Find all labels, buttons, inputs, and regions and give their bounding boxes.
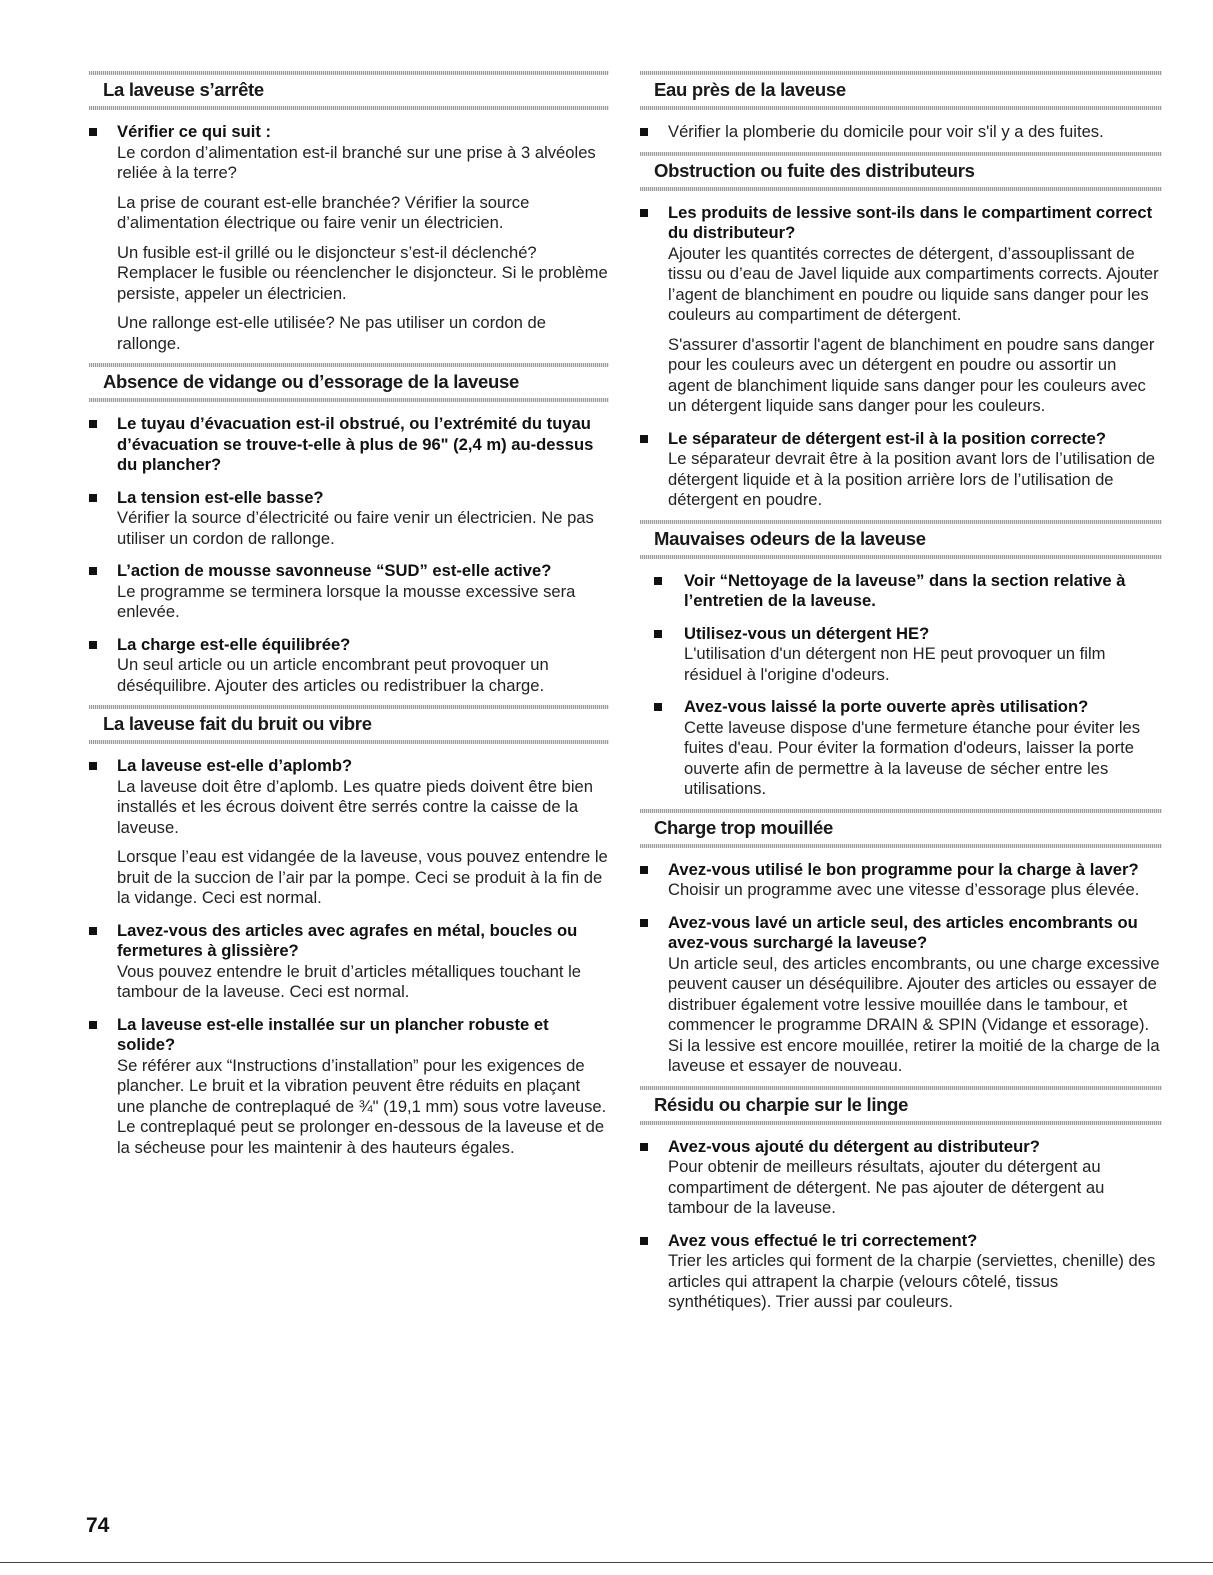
item-question: Lavez-vous des articles avec agrafes en métal, boucles ou fermetures à glissière?	[117, 920, 578, 960]
item-answer: Une rallonge est-elle utilisée? Ne pas utiliser un cordon de rallonge.	[117, 313, 546, 353]
page-number: 74	[86, 1514, 110, 1537]
square-bullet-icon	[89, 494, 97, 502]
checklist-item	[640, 697, 1162, 800]
item-question: La laveuse est-elle installée sur un plancher robuste et solide?	[117, 1014, 549, 1054]
item-answer: Se référer aux “Instructions d’installation” pour les exigences de plancher. Le bruit et la vibration peuvent être réduits en plaçant une planche de contreplaqué de ¾" (19,1 mm) sous votre laveuse. Le contreplaqué peut se prolonger en-dessous de la laveuse et de la sécheuse pour les maintenir à des hauteurs égales.	[117, 1055, 607, 1157]
troubleshooting-section	[640, 806, 1162, 1077]
square-bullet-icon	[89, 567, 97, 575]
checklist-item	[640, 122, 1162, 143]
item-question: La laveuse est-elle d’aplomb?	[117, 756, 353, 775]
item-answer: Le programme se terminera lorsque la mousse excessive sera enlevée.	[117, 581, 576, 621]
square-bullet-icon	[654, 577, 662, 585]
section-title: Obstruction ou fuite des distributeurs	[640, 149, 1162, 191]
item-question: Utilisez-vous un détergent HE?	[684, 623, 930, 643]
section-title: Mauvaises odeurs de la laveuse	[640, 517, 1162, 559]
square-bullet-icon	[640, 1143, 648, 1151]
checklist-item	[89, 756, 609, 909]
checklist-item	[640, 1231, 1162, 1313]
item-question: L’action de mousse savonneuse “SUD” est-elle active?	[117, 561, 552, 580]
footer-rule	[0, 1562, 1213, 1563]
square-bullet-icon	[640, 866, 648, 874]
item-question: Avez-vous ajouté du détergent au distributeur?	[668, 1136, 1040, 1156]
checklist-item	[640, 624, 1162, 686]
troubleshooting-section	[640, 68, 1162, 143]
checklist-item	[89, 561, 609, 623]
item-question: Avez-vous laissé la porte ouverte après utilisation?	[684, 697, 1089, 716]
section-title: Charge trop mouillée	[640, 806, 1162, 848]
square-bullet-icon	[89, 927, 97, 935]
troubleshooting-section	[89, 702, 609, 1158]
checklist-item	[640, 571, 1162, 612]
item-answer: Le séparateur devrait être à la position avant lors de l’utilisation de détergent liquide et à la position arrière lors de l’utilisation de détergent en poudre.	[668, 449, 1156, 509]
section-title: La laveuse s’arrête	[89, 68, 609, 110]
section-title: La laveuse fait du bruit ou vibre	[89, 702, 609, 744]
item-question: Avez-vous lavé un article seul, des articles encombrants ou avez-vous surchargé la laveuse?	[668, 912, 1138, 952]
troubleshooting-section	[89, 360, 609, 696]
square-bullet-icon	[640, 128, 648, 136]
item-question: Avez-vous utilisé le bon programme pour la charge à laver?	[668, 859, 1139, 879]
checklist-item	[89, 488, 609, 550]
square-bullet-icon	[89, 128, 97, 136]
troubleshooting-section	[640, 149, 1162, 511]
item-answer: La laveuse doit être d’aplomb. Les quatre pieds doivent être bien installés et les écrous doivent être serrés contre la caisse de la laveuse.	[117, 776, 594, 837]
checklist-item	[89, 1015, 609, 1159]
left-column	[89, 68, 609, 1164]
troubleshooting-section	[640, 1083, 1162, 1313]
troubleshooting-section	[89, 68, 609, 354]
square-bullet-icon	[654, 703, 662, 711]
item-question: La charge est-elle équilibrée?	[117, 634, 351, 654]
item-answer: Un seul article ou un article encombrant peut provoquer un déséquilibre. Ajouter des articles ou redistribuer la charge.	[117, 655, 549, 695]
checklist-item	[89, 921, 609, 1003]
checklist-item	[89, 122, 609, 354]
checklist-item	[640, 1137, 1162, 1219]
square-bullet-icon	[89, 641, 97, 649]
section-title: Absence de vidange ou d’essorage de la laveuse	[89, 360, 609, 402]
square-bullet-icon	[654, 630, 662, 638]
item-question: Avez vous effectué le tri correctement?	[668, 1230, 978, 1250]
item-answer: Vous pouvez entendre le bruit d’articles métalliques touchant le tambour de la laveuse. Ceci est normal.	[117, 961, 581, 1001]
square-bullet-icon	[89, 420, 97, 428]
item-answer: Lorsque l’eau est vidangée de la laveuse, vous pouvez entendre le bruit de la succion de l’air par la pompe. Ceci se produit à la fin de la vidange. Ceci est normal.	[117, 847, 608, 907]
square-bullet-icon	[640, 919, 648, 927]
square-bullet-icon	[640, 1237, 648, 1245]
item-question: Le séparateur de détergent est-il à la position correcte?	[668, 428, 1107, 448]
square-bullet-icon	[640, 435, 648, 443]
checklist-item	[640, 429, 1162, 511]
item-answer: Ajouter les quantités correctes de détergent, d’assouplissant de tissu ou d’eau de Javel liquide aux compartiments corrects. Ajouter l’agent de blanchiment en poudre ou liquide sans danger pour les couleurs au compartiment de détergent.	[668, 243, 1159, 324]
square-bullet-icon	[89, 1021, 97, 1029]
item-answer: Pour obtenir de meilleurs résultats, ajouter du détergent au compartiment de détergent. Ne pas ajouter de détergent au tambour de la laveuse.	[668, 1157, 1105, 1217]
section-title: Résidu ou charpie sur le linge	[640, 1083, 1162, 1125]
item-answer: L'utilisation d'un détergent non HE peut provoquer un film résiduel à l'origine d'odeurs.	[684, 644, 1106, 684]
item-answer: Trier les articles qui forment de la charpie (serviettes, chenille) des articles qui attrapent la charpie (velours côtelé, tissus synthétiques). Trier aussi par couleurs.	[668, 1251, 1156, 1311]
item-answer: Le cordon d’alimentation est-il branché sur une prise à 3 alvéoles reliée à la terre?	[117, 142, 596, 182]
item-answer: Un article seul, des articles encombrants, ou une charge excessive peuvent causer un déséquilibre. Ajouter des articles ou essayer de distribuer également votre lessive mouillée dans le tambour, et commencer le programme DRAIN & SPIN (Vidange et essorage). Si la lessive est encore mouillée, retirer la moitié de la charge de la laveuse et essayer de nouveau.	[668, 953, 1160, 1075]
item-answer: Vérifier la plomberie du domicile pour voir s'il y a des fuites.	[668, 122, 1104, 141]
section-title: Eau près de la laveuse	[640, 68, 1162, 110]
item-question: Les produits de lessive sont-ils dans le compartiment correct du distributeur?	[668, 202, 1153, 242]
checklist-item	[89, 414, 609, 476]
right-column	[640, 68, 1162, 1319]
checklist-item	[640, 913, 1162, 1077]
checklist-item	[640, 203, 1162, 417]
item-answer: S'assurer d'assortir l'agent de blanchiment en poudre sans danger pour les couleurs avec un détergent en poudre ou assortir un agent de blanchiment liquide sans danger pour les couleurs avec un détergent liquide sans danger pour les couleurs.	[668, 334, 1155, 415]
item-question: Voir “Nettoyage de la laveuse” dans la section relative à l’entretien de la laveuse.	[684, 570, 1126, 610]
item-answer: Choisir un programme avec une vitesse d’essorage plus élevée.	[668, 880, 1140, 899]
item-answer: La prise de courant est-elle branchée? Vérifier la source d’alimentation électrique ou faire venir un électricien.	[117, 192, 530, 232]
item-answer: Un fusible est-il grillé ou le disjoncteur s’est-il déclenché? Remplacer le fusible ou réenclencher le disjoncteur. Si le problème persiste, appeler un électricien.	[117, 242, 608, 303]
item-answer: Cette laveuse dispose d'une fermeture étanche pour éviter les fuites d'eau. Pour éviter la formation d'odeurs, laisser la porte ouverte afin de permettre à la laveuse de sécher entre les utilisations.	[684, 717, 1141, 798]
item-question: La tension est-elle basse?	[117, 487, 324, 507]
checklist-item	[89, 635, 609, 697]
checklist-item	[640, 860, 1162, 901]
item-answer: Vérifier la source d’électricité ou faire venir un électricien. Ne pas utiliser un cordon de rallonge.	[117, 508, 594, 548]
troubleshooting-section	[640, 517, 1162, 800]
item-question: Vérifier ce qui suit :	[117, 122, 271, 141]
square-bullet-icon	[640, 209, 648, 217]
item-question: Le tuyau d’évacuation est-il obstrué, ou l’extrémité du tuyau d’évacuation se trouve-t-elle à plus de 96" (2,4 m) au-dessus du plancher?	[117, 414, 594, 474]
square-bullet-icon	[89, 762, 97, 770]
